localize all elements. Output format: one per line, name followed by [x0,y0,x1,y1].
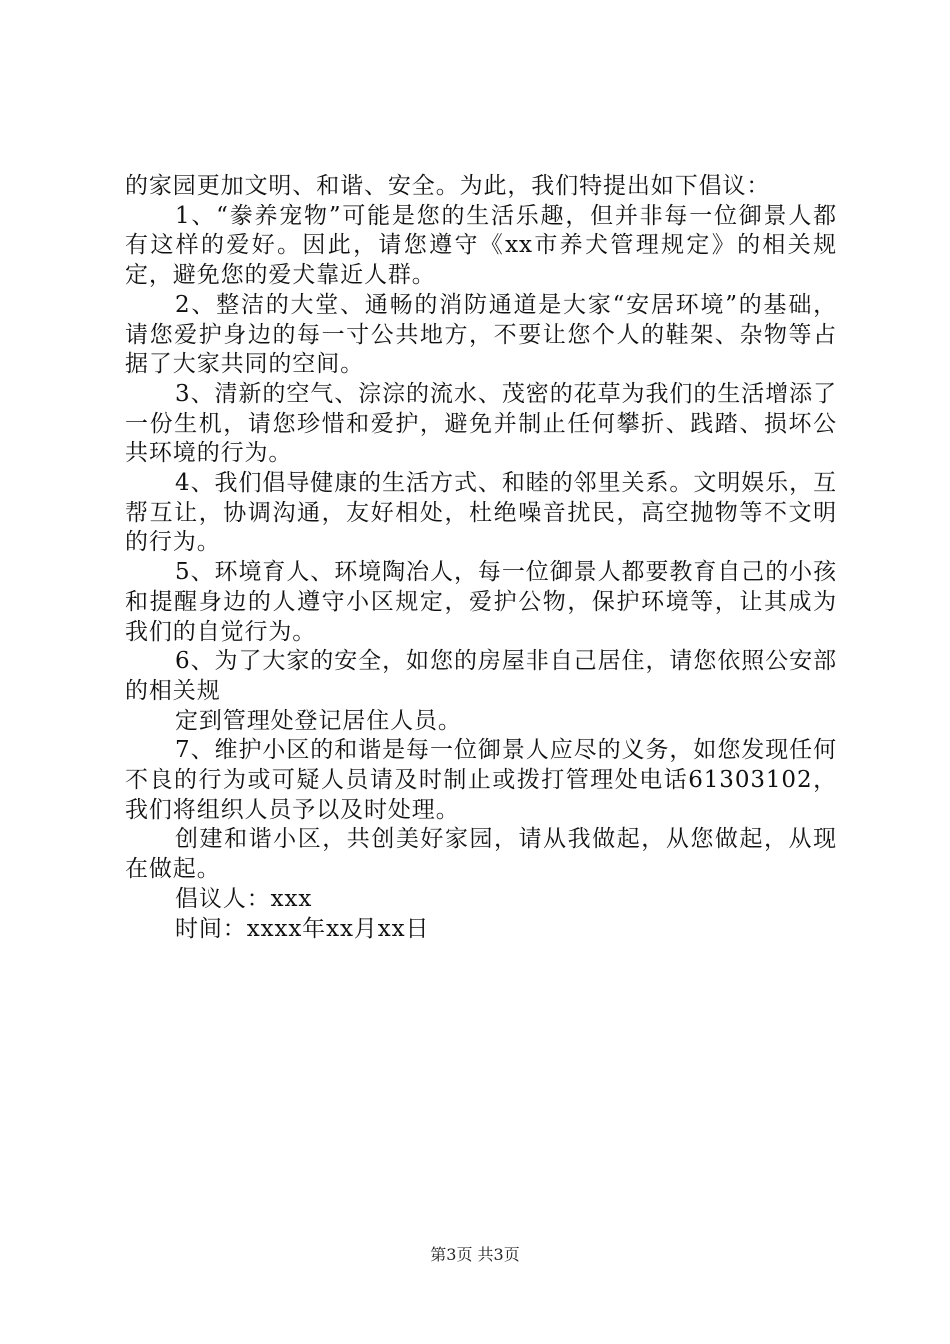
paragraph-intro-continuation: 的家园更加文明、和谐、安全。为此，我们特提出如下倡议： [125,173,771,199]
paragraph-item-7: 7、维护小区的和谐是每一位御景人应尽的义务，如您发现任何不良的行为或可疑人员请及时制止或拨打管理处电话61303102，我们将组织人员予以及时处理。 [125,737,837,823]
page-number-label: 第3页 共3页 [430,1245,520,1264]
paragraph-item-6: 6、为了大家的安全，如您的房屋非自己居住，请您依照公安部的相关规 [125,648,837,704]
signature-date: 时间：xxxx年xx月xx日 [175,915,430,942]
paragraph-closing: 创建和谐小区，共创美好家园，请从我做起，从您做起，从现在做起。 [125,826,837,883]
paragraph-item-4: 4、我们倡导健康的生活方式、和睦的邻里关系。文明娱乐，互帮互让，协调沟通，友好相处，杜绝噪音扰民，高空抛物等不文明的行为。 [125,470,837,556]
paragraph-item-6-continuation: 定到管理处登记居住人员。 [175,707,462,734]
signature-initiator: 倡议人：xxx [175,885,313,912]
paragraph-item-3: 3、清新的空气、淙淙的流水、茂密的花草为我们的生活增添了一份生机，请您珍惜和爱护，避免并制止任何攀折、践踏、损坏公共环境的行为。 [125,380,837,467]
paragraph-item-1: 1、“豢养宠物”可能是您的生活乐趣，但并非每一位御景人都有这样的爱好。因此，请您遵守《xx市养犬管理规定》的相关规定，避免您的爱犬靠近人群。 [125,202,837,289]
paragraph-item-5: 5、环境育人、环境陶冶人，每一位御景人都要教育自己的小孩和提醒身边的人遵守小区规定，爱护公物，保护环境等，让其成为我们的自觉行为。 [125,559,837,645]
page-footer [0,1245,950,1265]
paragraph-item-2: 2、整洁的大堂、通畅的消防通道是大家“安居环境”的基础，请您爱护身边的每一寸公共地方，不要让您个人的鞋架、杂物等占据了大家共同的空间。 [125,291,837,378]
document-body [125,172,837,944]
